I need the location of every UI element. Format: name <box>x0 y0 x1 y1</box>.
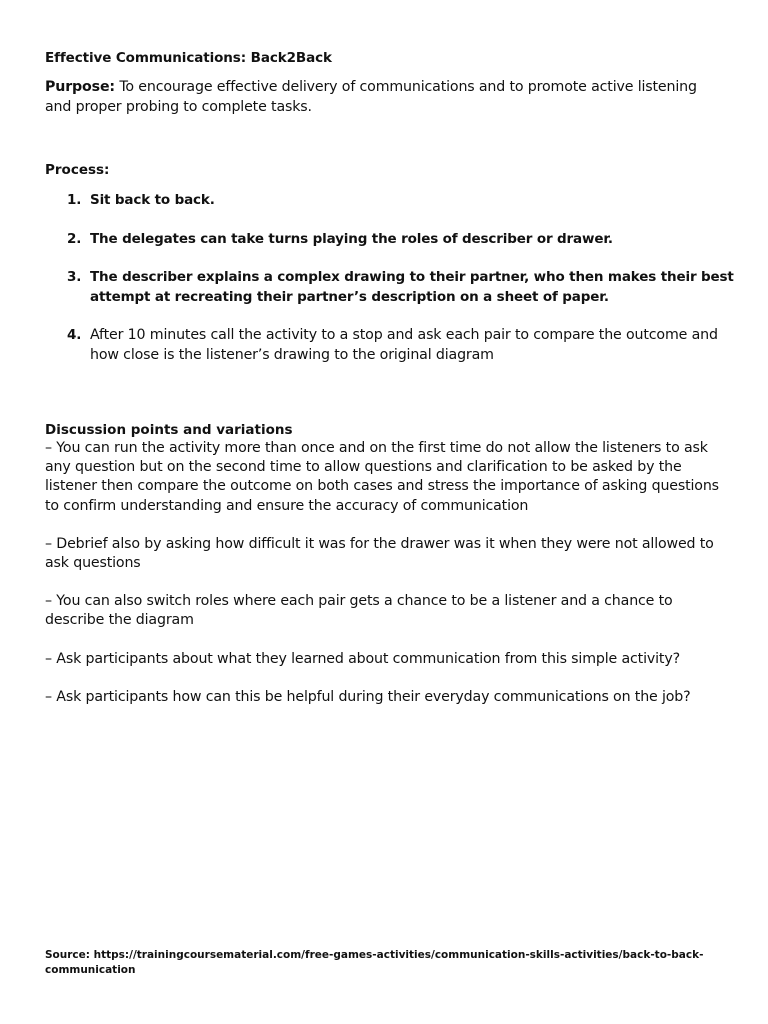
step-number: 2. <box>67 230 82 247</box>
step-text: After 10 minutes call the activity to a stop and ask each pair to compare the outcome and how close is the listener’s drawing to the original diagram <box>90 327 718 363</box>
discussion-point: – Ask participants how can this be helpful during their everyday communications on the job? <box>45 688 691 705</box>
document-title: Effective Communications: Back2Back <box>45 50 332 66</box>
step-text: The delegates can take turns playing the roles of describer or drawer. <box>90 230 613 247</box>
process-steps-list <box>45 191 735 384</box>
purpose-label: Purpose: <box>45 79 115 95</box>
source-footer: Source: https://trainingcoursematerial.com/free-games-activities/communication-skills-activities/back-to-back-communication <box>45 949 704 976</box>
purpose-text: To encourage effective delivery of communications and to promote active listening and proper probing to complete tasks. <box>45 79 697 115</box>
step-number: 4. <box>67 327 82 343</box>
process-step-3 <box>45 268 735 307</box>
discussion-point: – You can also switch roles where each pair gets a chance to be a listener and a chance to describe the diagram <box>45 593 673 629</box>
purpose-paragraph <box>45 78 725 117</box>
process-heading: Process: <box>45 162 110 178</box>
discussion-section <box>45 421 735 726</box>
discussion-point: – Ask participants about what they learned about communication from this simple activity? <box>45 650 680 667</box>
process-step-2 <box>45 230 735 250</box>
discussion-point: – Debrief also by asking how difficult it was for the drawer was it when they were not allowed to ask questions <box>45 535 714 572</box>
discussion-point: – You can run the activity more than once and on the first time do not allow the listeners to ask any question but on the second time to allow questions and clarification to be asked by the listener then compare the outcome on both cases and stress the importance of asking questions to confirm understanding and ensure the accuracy of communication <box>45 440 719 514</box>
discussion-heading: Discussion points and variations <box>45 422 293 438</box>
step-number: 3. <box>67 269 82 285</box>
step-number: 1. <box>67 192 82 208</box>
step-text: Sit back to back. <box>90 192 215 208</box>
process-step-4 <box>45 326 735 365</box>
step-text: The describer explains a complex drawing to their partner, who then makes their best attempt at recreating their partner’s description on a sheet of paper. <box>90 269 734 305</box>
process-step-1 <box>45 191 735 211</box>
